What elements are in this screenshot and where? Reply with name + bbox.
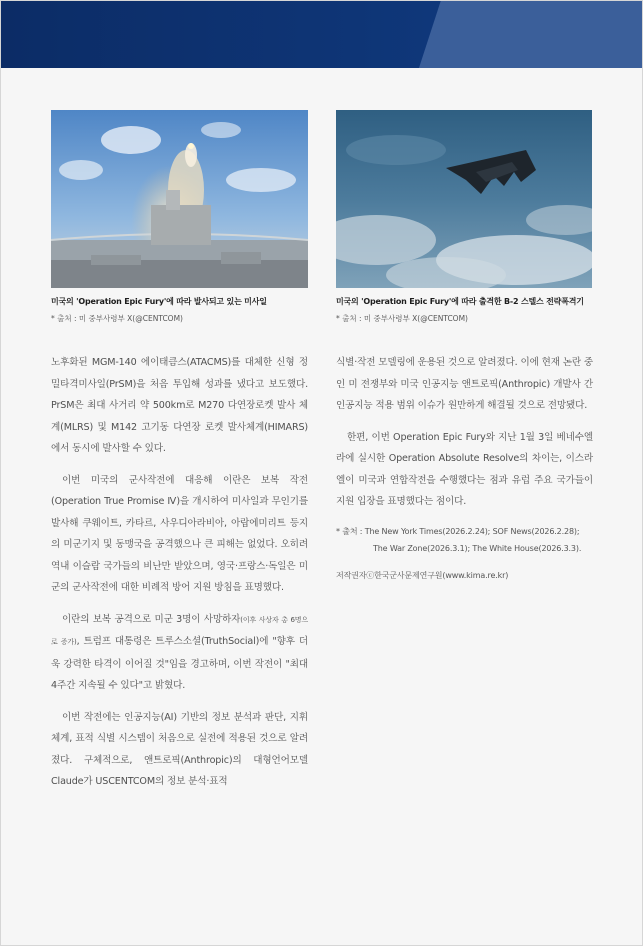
left-text-column [51, 352, 308, 803]
header-accent [419, 0, 643, 68]
paragraph-text: , 트럼프 대통령은 트루스소셜(TruthSocial)에 "향후 더욱 강력한 타격이 이어질 것"임을 경고하며, 이번 작전이 "최대 4주간 지속될 수 있다"고 밝혔다. [51, 636, 308, 691]
left-photo-caption: 미국의 'Operation Epic Fury'에 따라 발사되고 있는 미사일 [51, 297, 267, 306]
casualty-note: (이후 사상자 총 6명으로 증가) [51, 615, 309, 646]
missile-launch-photo [51, 110, 308, 288]
paragraph-text: 이란의 보복 공격으로 미군 3명이 사망하자 [62, 613, 241, 625]
source-note-line: The War Zone(2026.3.1); The White House(2026.3.3). [373, 543, 582, 553]
source-note-line: * 출처 : The New York Times(2026.2.24); SOF News(2026.2.28); [336, 526, 580, 536]
paragraph: 이번 작전에는 인공지능(AI) 기반의 정보 분석과 판단, 지휘 체계, 표적 식별 시스템이 처음으로 실전에 적용된 것으로 알려졌다. 구체적으로, 앤트로픽(Anthropic)의 대형언어모델 Claude가 USCENTCOM의 정보 분석·표적 [51, 711, 308, 787]
b2-bomber-photo [336, 110, 592, 288]
copyright-notice: 저작권자ⓒ한국군사문제연구원(www.kima.re.kr) [336, 570, 509, 580]
paragraph: 식별·작전 모델링에 운용된 것으로 알려졌다. 이에 현재 논란 중인 미 전쟁부와 미국 인공지능 앤트로픽(Anthropic) 개발사 간 인공지능 적용 범위 이슈가 원만하게 해결될 것으로 전망됐다. [336, 357, 593, 411]
paragraph: 한편, 이번 Operation Epic Fury와 지난 1월 3일 베네수엘라에 실시한 Operation Absolute Resolve의 차이는, 이스라엘이 미국과 연합작전을 수행했다는 점과 유럽 주요 국가들이 지원 입장을 표명했다는 점이다. [336, 431, 593, 507]
paragraph: 노후화된 MGM-140 에이태큼스(ATACMS)를 대체한 신형 정밀타격미사일(PrSM)을 처음 투입해 성과를 냈다고 보도했다. PrSM은 최대 사거리 약 500km로 M270 다연장로켓 발사 체계(MLRS) 및 M142 고기동 다연장 로켓 발사체계(HIMARS)에서 동시에 발사할 수 있다. [51, 357, 308, 454]
paragraph: 이번 미국의 군사작전에 대응해 이란은 보복 작전(Operation True Promise Ⅳ)을 개시하여 미사일과 무인기를 발사해 쿠웨이트, 카타르, 사우디아라비아, 아랍에미리트 등지의 미군기지 및 동맹국을 공격했으나 큰 피해는 없었다. 오히려 역내 이슬람 국가들의 비난만 받았으며, 영국·프랑스·독일은 미군의 군사작전에 대한 비례적 방어 지원 방침을 표명했다. [51, 474, 308, 593]
source-note [336, 523, 593, 557]
right-photo-source: * 출처 : 미 중부사령부 X(@CENTCOM) [336, 314, 468, 323]
header-band [0, 0, 643, 68]
paragraph [51, 609, 308, 697]
right-photo-caption: 미국의 'Operation Epic Fury'에 따라 출격한 B-2 스텔스 전략폭격기 [336, 297, 584, 306]
left-photo-source: * 출처 : 미 중부사령부 X(@CENTCOM) [51, 314, 183, 323]
right-text-column [336, 352, 593, 586]
